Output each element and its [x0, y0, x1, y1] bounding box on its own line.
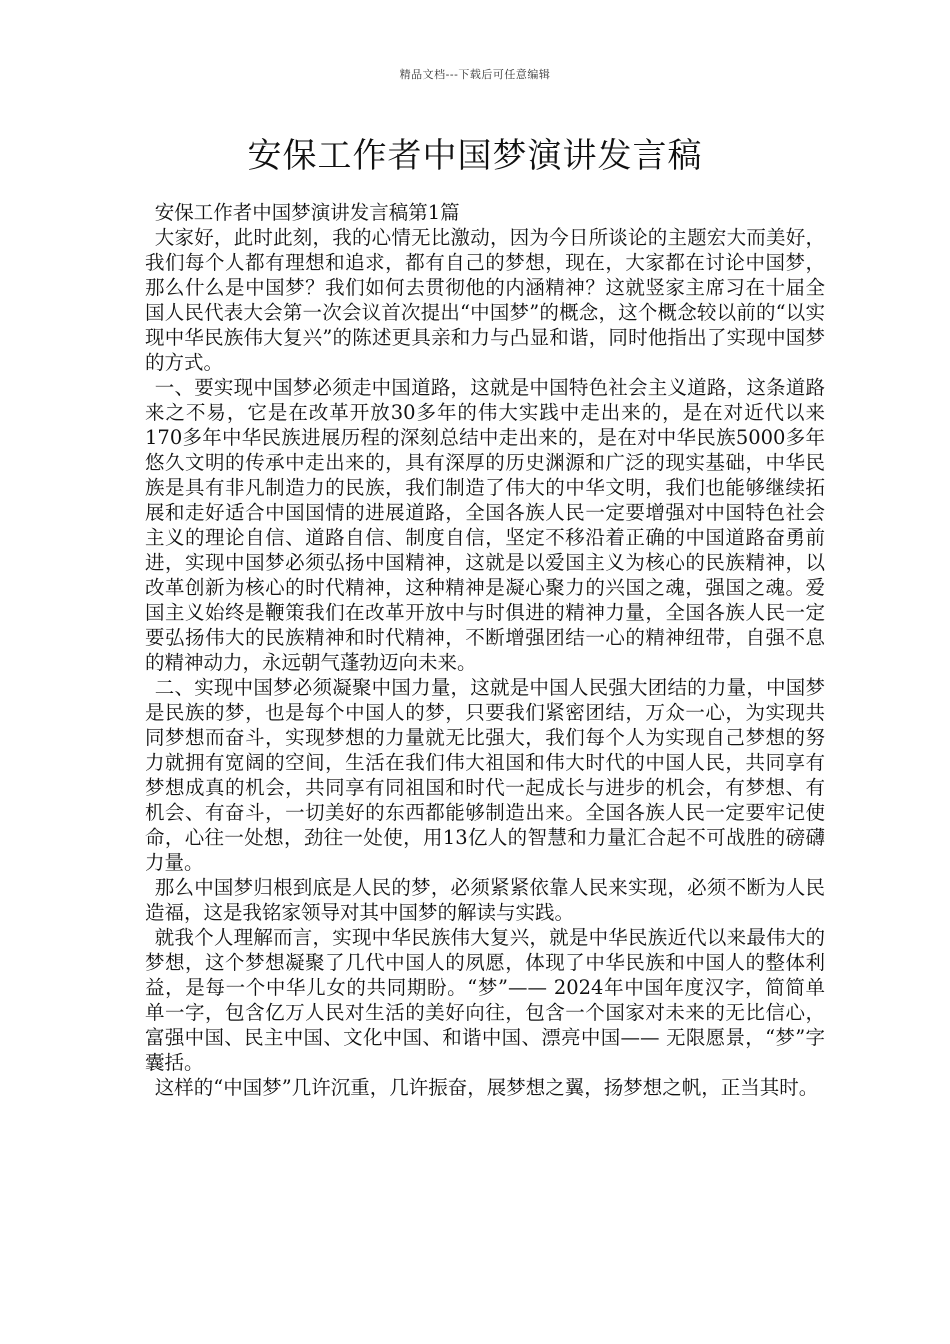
paragraph-personal-understanding: 就我个人理解而言，实现中华民族伟大复兴，就是中华民族近代以来最伟大的梦想，这个梦想凝聚了几代中国人的夙愿，体现了中华民族和中国人的整体利益，是每一个中华儿女的共同期盼。“梦”—— 2024年中国年度汉字，简简单单一字，包含亿万人民对生活的美好向往，包含一个国家对未来的无比信心，富强中国、民主中国、文化中国、和谐中国、漂亮中国—— 无限愿景，“梦”字囊括。	[145, 926, 825, 1074]
paragraph-point-two: 二、实现中国梦必须凝聚中国力量，这就是中国人民强大团结的力量，中国梦是民族的梦，也是每个中国人的梦，只要我们紧密团结，万众一心，为实现共同梦想而奋斗，实现梦想的力量就无比强大，我们每个人为实现自己梦想的努力就拥有宽阔的空间，生活在我们伟大祖国和伟大时代的中国人民，共同享有梦想成真的机会，共同享有同祖国和时代一起成长与进步的机会，有梦想、有机会、有奋斗，一切美好的东西都能够制造出来。全国各族人民一定要牢记使命，心往一处想，劲往一处使，用13亿人的智慧和力量汇合起不可战胜的磅礴力量。	[145, 676, 825, 874]
paragraph-peoples-dream: 那么中国梦归根到底是人民的梦，必须紧紧依靠人民来实现，必须不断为人民造福，这是我铭家领导对其中国梦的解读与实践。	[145, 876, 825, 924]
document-title: 安保工作者中国梦演讲发言稿	[247, 136, 703, 176]
document-body	[145, 200, 825, 1100]
paragraph-conclusion: 这样的“中国梦”几许沉重，几许振奋，展梦想之翼，扬梦想之帆，正当其时。	[154, 1076, 819, 1099]
document-subtitle: 安保工作者中国梦演讲发言稿第1篇	[154, 201, 460, 224]
paragraph-point-one: 一、要实现中国梦必须走中国道路，这就是中国特色社会主义道路，这条道路来之不易，它是在改革开放30多年的伟大实践中走出来的，是在对近代以来170多年中华民族进展历程的深刻总结中走出来的，是在对中华民族5000多年悠久文明的传承中走出来的，具有深厚的历史渊源和广泛的现实基础，中华民族是具有非凡制造力的民族，我们制造了伟大的中华文明，我们也能够继续拓展和走好适合中国国情的进展道路，全国各族人民一定要增强对中国特色社会主义的理论自信、道路自信、制度自信，坚定不移沿着正确的中国道路奋勇前进，实现中国梦必须弘扬中国精神，这就是以爱国主义为核心的民族精神，以改革创新为核心的时代精神，这种精神是凝心聚力的兴国之魂，强国之魂。爱国主义始终是鞭策我们在改革开放中与时俱进的精神力量，全国各族人民一定要弘扬伟大的民族精神和时代精神，不断增强团结一心的精神纽带，自强不息的精神动力，永远朝气蓬勃迈向未来。	[145, 376, 825, 674]
header-note: 精品文档---下载后可任意编辑	[399, 68, 551, 81]
paragraph-intro: 大家好，此时此刻，我的心情无比激动，因为今日所谈论的主题宏大而美好，我们每个人都有理想和追求，都有自己的梦想，现在，大家都在讨论中国梦，那么什么是中国梦？我们如何去贯彻他的内涵精神？这就竖家主席习在十届全国人民代表大会第一次会议首次提出“中国梦”的概念，这个概念较以前的“以实现中华民族伟大复兴”的陈述更具亲和力与凸显和谐，同时他指出了实现中国梦的方式。	[145, 226, 825, 374]
